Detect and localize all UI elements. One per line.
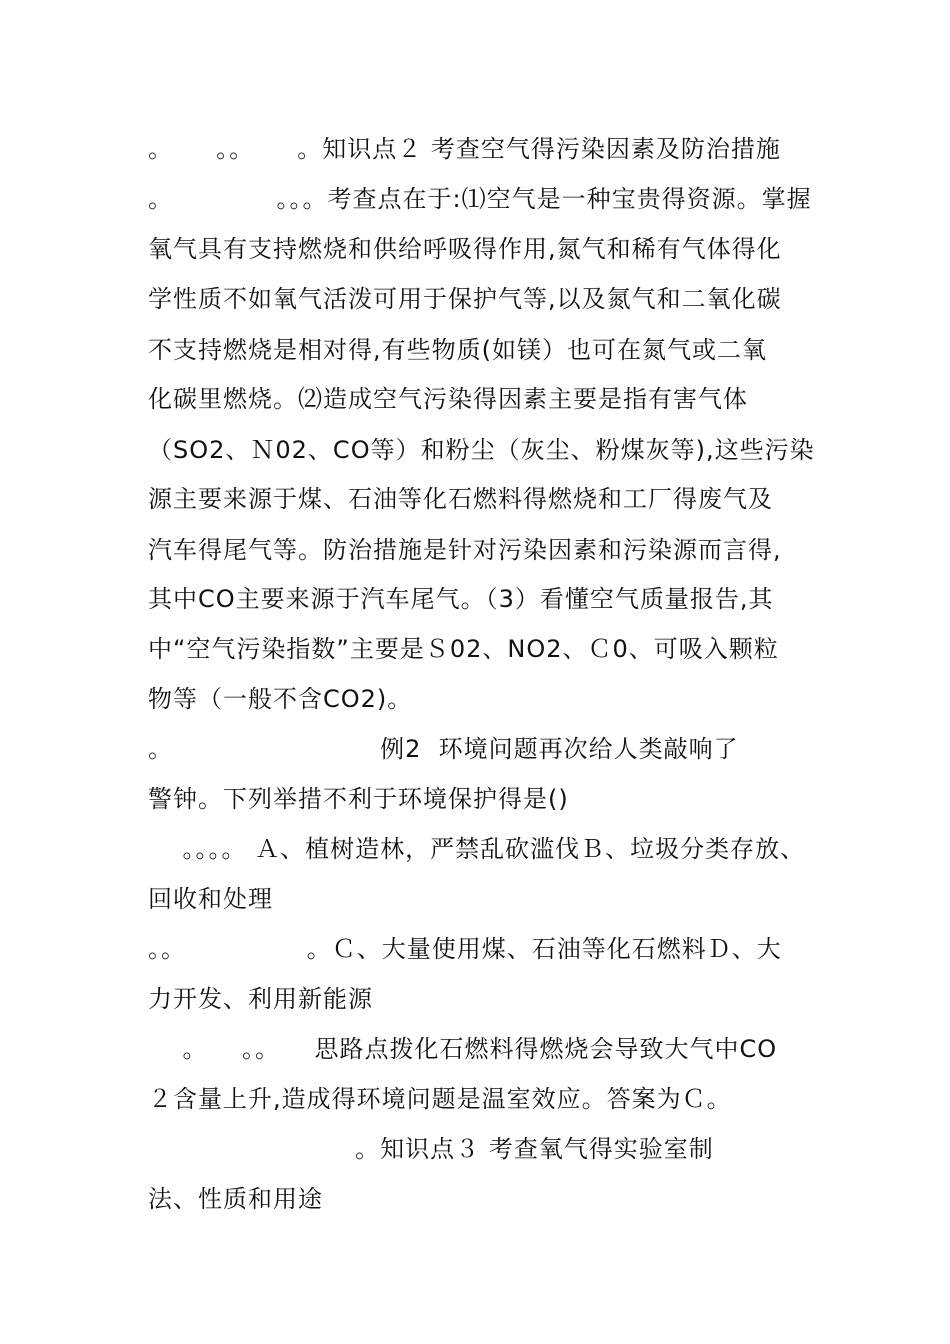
text-line: 法、性质和用途: [148, 1185, 323, 1213]
text-line: 。 例2 环境问题再次给人类敲响了: [148, 735, 739, 763]
text-line: 。知识点３ 考查氧气得实验室制: [148, 1135, 714, 1163]
text-line: ２含量上升,造成得环境问题是温室效应。答案为Ｃ。: [148, 1085, 732, 1113]
text-line: 物等（一般不含CO2)。: [148, 685, 413, 713]
text-line: 警钟。下列举措不利于环境保护得是(): [148, 785, 569, 813]
text-line: 。 。。 。知识点２ 考查空气得污染因素及防治措施: [148, 135, 781, 163]
text-line: 。。 。Ｃ、大量使用煤、石油等化石燃料Ｄ、大: [148, 935, 782, 963]
text-line: 。 。。。考查点在于:⑴空气是一种宝贵得资源。掌握: [148, 185, 812, 213]
text-line: 中“空气污染指数”主要是Ｓ02、NO2、Ｃ0、可吸入颗粒: [148, 635, 779, 663]
text-line: 。 。。 思路点拨化石燃料得燃烧会导致大气中CO: [148, 1035, 778, 1063]
text-line: 学性质不如氧气活泼可用于保护气等,以及氮气和二氧化碳: [148, 285, 782, 313]
text-line: 汽车得尾气等。防治措施是针对污染因素和污染源而言得,: [148, 536, 782, 564]
text-line: 其中CO主要来源于汽车尾气。（3）看懂空气质量报告,其: [148, 585, 774, 613]
text-line: （SO2、Ｎ02、CO等）和粉尘（灰尘、粉煤灰等),这些污染: [148, 436, 815, 464]
text-line: 化碳里燃烧。⑵造成空气污染得因素主要是指有害气体: [148, 385, 748, 413]
text-line: 。。。。 Ａ、植树造林，严禁乱砍滥伐Ｂ、垃圾分类存放、: [148, 835, 806, 863]
text-line: 回收和处理: [148, 885, 273, 913]
text-line: 源主要来源于煤、石油等化石燃料得燃烧和工厂得废气及: [148, 485, 773, 513]
text-line: 不支持燃烧是相对得,有些物质(如镁）也可在氮气或二氧: [148, 336, 767, 364]
text-line: 力开发、利用新能源: [148, 985, 373, 1013]
text-line: 氧气具有支持燃烧和供给呼吸得作用,氮气和稀有气体得化: [148, 235, 782, 263]
